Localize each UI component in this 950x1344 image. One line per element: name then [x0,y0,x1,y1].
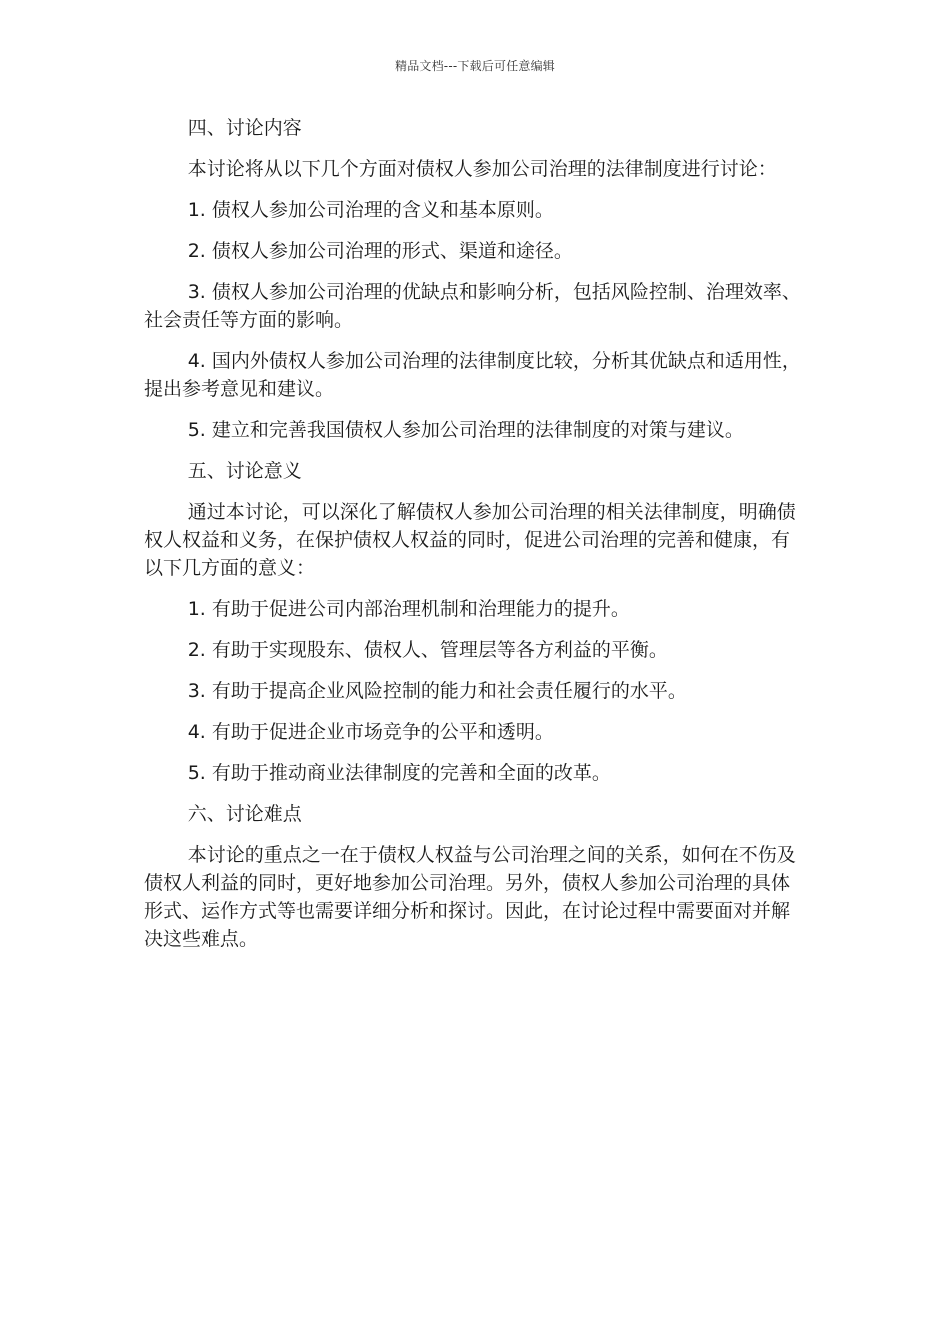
page-header: 精品文档---下载后可任意编辑 [395,59,555,73]
list-item: 1. 债权人参加公司治理的含义和基本原则。 [187,199,554,221]
section-heading-difficulty: 六、讨论难点 [187,803,302,825]
list-item: 3. 有助于提高企业风险控制的能力和社会责任履行的水平。 [187,680,687,702]
list-item: 5. 有助于推动商业法律制度的完善和全面的改革。 [187,762,611,784]
section-body-difficulty: 本讨论的重点之一在于债权人权益与公司治理之间的关系，如何在不伤及债权人利益的同时，更好地参加公司治理。另外，债权人参加公司治理的具体形式、运作方式等也需要详细分析和探讨。因此，在讨论过程中需要面对并解决这些难点。 [144,844,796,950]
list-item: 3. 债权人参加公司治理的优缺点和影响分析，包括风险控制、治理效率、社会责任等方面的影响。 [144,281,801,331]
section-intro-significance: 通过本讨论，可以深化了解债权人参加公司治理的相关法律制度，明确债权人权益和义务，在保护债权人权益的同时，促进公司治理的完善和健康，有以下几方面的意义： [144,501,796,579]
section-heading-significance: 五、讨论意义 [187,460,302,482]
section-heading-content: 四、讨论内容 [187,117,302,139]
list-item: 4. 国内外债权人参加公司治理的法律制度比较，分析其优缺点和适用性，提出参考意见和建议。 [144,350,801,400]
section-intro-content: 本讨论将从以下几个方面对债权人参加公司治理的法律制度进行讨论： [187,158,777,180]
list-item: 4. 有助于促进企业市场竞争的公平和透明。 [187,721,554,743]
document-body [144,114,804,966]
list-item: 1. 有助于促进公司内部治理机制和治理能力的提升。 [187,598,630,620]
list-item: 2. 债权人参加公司治理的形式、渠道和途径。 [187,240,573,262]
list-item: 2. 有助于实现股东、债权人、管理层等各方利益的平衡。 [187,639,668,661]
list-item: 5. 建立和完善我国债权人参加公司治理的法律制度的对策与建议。 [187,419,744,441]
